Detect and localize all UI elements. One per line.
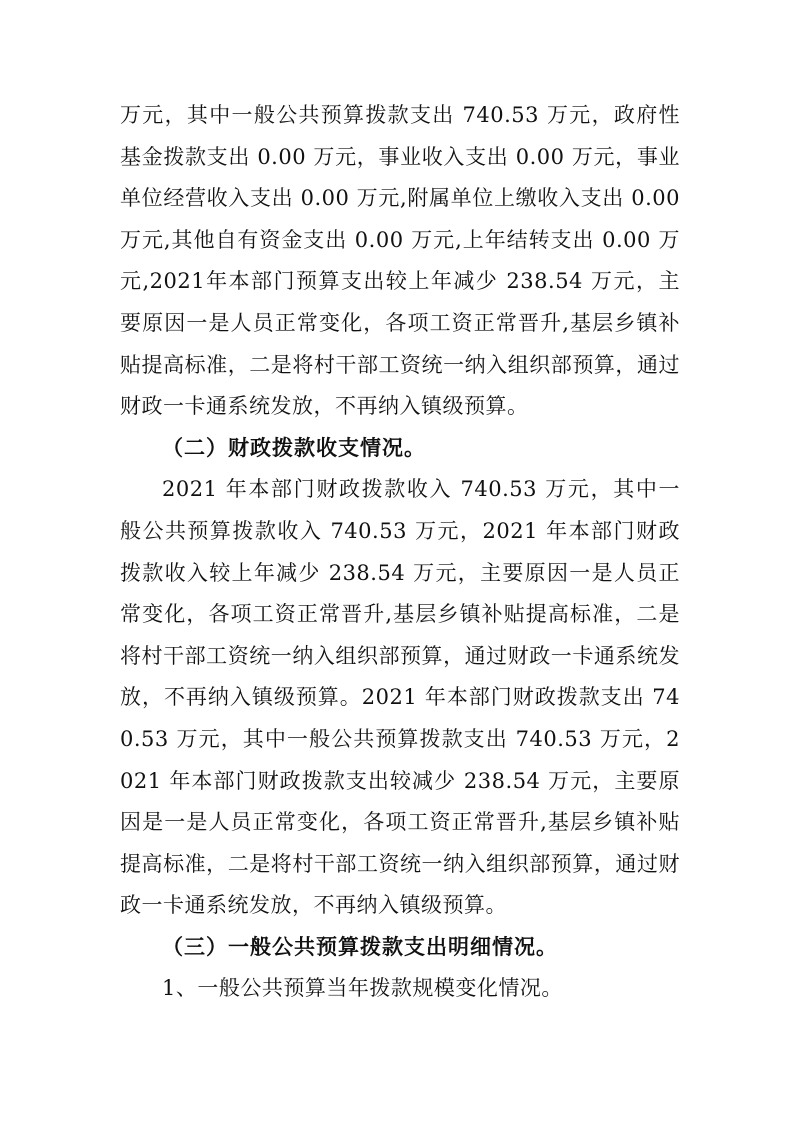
list-item-budget-scale-change: 1、一般公共预算当年拨款规模变化情况。: [162, 976, 563, 1001]
section-heading-fiscal-appropriation: （二）财政拨款收支情况。: [162, 435, 426, 460]
section-heading-general-budget-detail: （三）一般公共预算拨款支出明细情况。: [162, 934, 558, 959]
paragraph-expenditure-summary: 万元，其中一般公共预算拨款支出 740.53 万元，政府性基金拨款支出 0.00 万元，事业收入支出 0.00 万元，事业单位经营收入支出 0.00 万元,附属单位上缴收入支出 0.00 万元,其他自有资金支出 0.00 万元,上年结转支出 0.00 万元,2021年本部门预算支出较上年减少 238.54 万元，主要原因一是人员正常变化，各项工资正常晋升,基层乡镇补贴提高标准，二是将村干部工资统一纳入组织部预算，通过财政一卡通系统发放，不再纳入镇级预算。: [120, 103, 680, 419]
paragraph-fiscal-appropriation: 2021 年本部门财政拨款收入 740.53 万元，其中一般公共预算拨款收入 740.53 万元，2021 年本部门财政拨款收入较上年减少 238.54 万元，主要原因一是人员正常变化，各项工资正常晋升,基层乡镇补贴提高标准，二是将村干部工资统一纳入组织部预算，通过财政一卡通系统发放，不再纳入镇级预算。2021 年本部门财政拨款支出 740.53 万元，其中一般公共预算拨款支出 740.53 万元，2021 年本部门财政拨款支出较减少 238.54 万元，主要原因是一是人员正常变化，各项工资正常晋升,基层乡镇补贴提高标准，二是将村干部工资统一纳入组织部预算，通过财政一卡通系统发放，不再纳入镇级预算。: [120, 477, 680, 918]
document-page: [120, 95, 680, 1010]
